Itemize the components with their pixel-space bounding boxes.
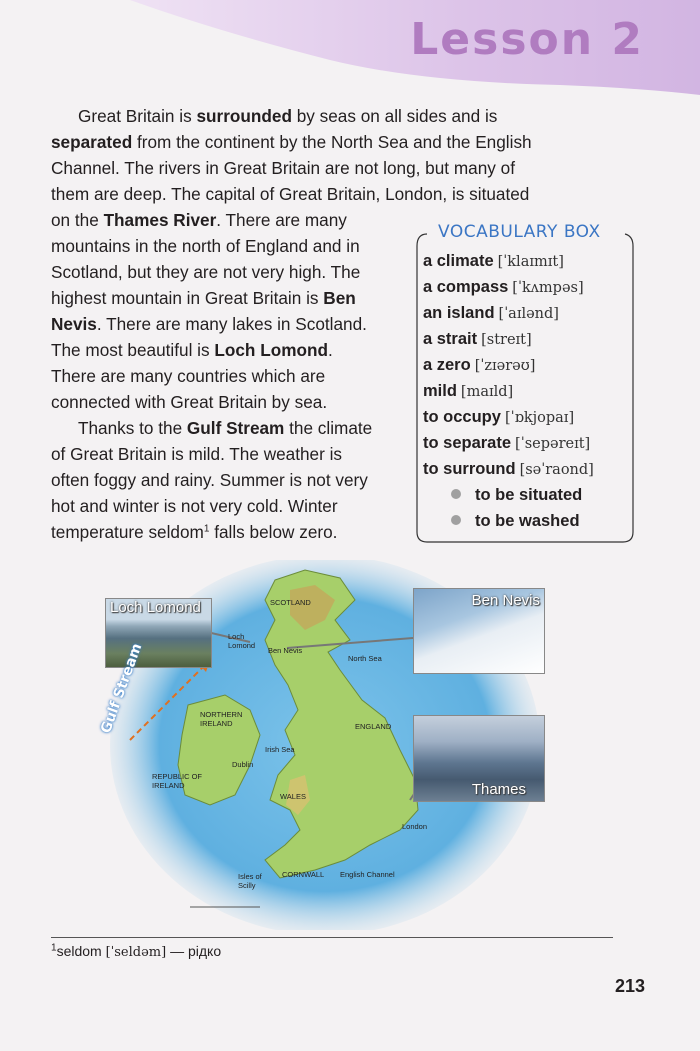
vocabulary-title: VOCABULARY BOX <box>435 222 604 242</box>
vocab-item: a climate [ˈklaɪmɪt] <box>423 252 564 270</box>
map-label-north-sea: North Sea <box>348 654 382 663</box>
gulf-stream-label: Gulf Stream <box>98 641 146 736</box>
map-label-dublin: Dublin <box>232 760 254 769</box>
vocab-item: mild [maɪld] <box>423 382 514 400</box>
ben-nevis-photo: Ben Nevis <box>413 588 545 674</box>
page-number: 213 <box>615 976 646 996</box>
thames-photo: Thames <box>413 715 545 802</box>
map-label-cornwall: CORNWALL <box>282 870 325 879</box>
vocab-item: a compass [ˈkʌmpəs] <box>423 278 584 296</box>
vocab-item: to occupy [ˈɒkjopaɪ] <box>423 408 575 426</box>
map-label-scilly: Isles of Scilly <box>238 872 262 890</box>
map-label-ben: Ben Nevis <box>268 646 303 655</box>
vocab-item: to separate [ˈsepəreɪt] <box>423 434 591 452</box>
bullet-icon <box>451 515 461 525</box>
vocab-phrase: to be situated <box>423 482 594 508</box>
map-illustration <box>100 560 550 930</box>
map-label-wales: WALES <box>280 792 306 801</box>
vocab-item: to surround [səˈraond] <box>423 460 594 478</box>
footnote-divider <box>51 937 613 938</box>
footnote: $^1$seldom [ˈseldəm] — рідко <box>51 942 222 960</box>
map-label-republic-of-ireland: REPUBLIC OF IRELAND <box>152 772 203 790</box>
map-label-northern-ireland: NORTHERN IRELAND <box>200 710 243 728</box>
vocab-item: a zero [ˈzɪərəʊ] <box>423 356 536 374</box>
vocab-item: a strait [streɪt] <box>423 330 532 348</box>
paragraph-2: Thanks to the Gulf Stream the climate of Great Britain is mild. The weather is often foggy and rainy. Summer is not very hot and winter is not very cold. Winter temperature seldom$^1$ falls below zero. <box>51 418 373 542</box>
loch-lomond-photo: Loch Lomond <box>105 598 212 668</box>
map-label-london: London <box>402 822 428 831</box>
vocab-item: an island [ˈaɪlənd] <box>423 304 559 322</box>
page-title: Lesson 2 <box>410 14 644 65</box>
paragraph-1: Great Britain is surrounded by seas on all sides and is separated from the continent by the North Sea and the English Channel. The rivers in Great Britain are not long, but many of them are deep. The capital of Great Britain, London, is situated <box>51 106 532 204</box>
vocab-phrase: to be washed <box>423 508 594 534</box>
map-label-english-channel: English Channel <box>340 870 395 879</box>
map-label-scotland: SCOTLAND <box>270 598 311 607</box>
vocabulary-list <box>423 248 594 534</box>
paragraph-1-continued: on the Thames River. There are many mountains in the north of England and in Scotland, but they are not very high. The highest mountain in Great Britain is Ben Nevis. There are many lakes in Scotland. The most beautiful is Loch Lomond. There are many countries which are connected with Great Britain by sea. <box>51 210 367 412</box>
vocabulary-box <box>413 222 635 544</box>
map-label-loch: Loch Lomond <box>228 632 256 650</box>
bullet-icon <box>451 489 461 499</box>
map-label-england: ENGLAND <box>355 722 392 731</box>
map-label-irish-sea: Irish Sea <box>265 745 295 754</box>
